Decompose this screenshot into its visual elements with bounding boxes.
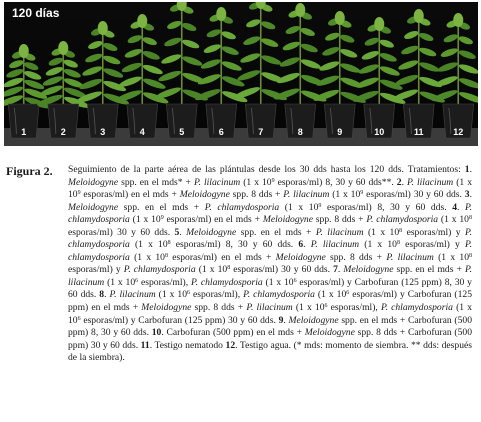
pot-number: 8 xyxy=(297,127,303,137)
caption-segment: (1 x 10 xyxy=(292,302,325,314)
leaf xyxy=(339,33,355,44)
leaf xyxy=(48,56,64,67)
leaf xyxy=(58,41,68,55)
pot-number: 4 xyxy=(139,127,145,137)
caption-segment: Meloidogyne xyxy=(262,214,313,226)
caption-segment: 3 xyxy=(464,189,470,201)
leaf xyxy=(434,74,459,88)
leaf xyxy=(163,36,182,48)
seedlings-photo xyxy=(4,2,478,146)
caption-segment: spp. 8 dds + xyxy=(312,214,367,226)
leaf xyxy=(379,38,395,49)
caption-segment: 6 xyxy=(187,290,191,297)
leaf xyxy=(418,46,437,58)
caption-segment: P. chlamydosporia xyxy=(204,201,280,213)
caption-segment: 9 xyxy=(77,190,81,197)
figure-caption xyxy=(68,164,472,365)
leaf xyxy=(458,62,478,75)
caption-segment: (1 x 10 xyxy=(314,289,347,301)
seedling-pot xyxy=(233,2,288,138)
seedling-pot xyxy=(431,13,478,138)
leaf xyxy=(391,87,419,102)
caption-segment: esporas/ml) en el mds + xyxy=(80,189,180,201)
caption-segment: 6 xyxy=(293,277,297,284)
caption-segment: 6 xyxy=(346,290,350,297)
caption-segment: (1 x 10 xyxy=(262,276,294,288)
caption-segment: esporas/ml) y Carbofuran (125 ppm) 8, 30 y 60 dds. xyxy=(68,276,472,301)
pot-number: 9 xyxy=(337,127,343,137)
caption-segment: P. lilacinum xyxy=(246,302,293,314)
leaf xyxy=(121,61,143,74)
leaf xyxy=(142,36,158,47)
leaf xyxy=(285,24,301,35)
caption-segment: 8 xyxy=(396,240,400,247)
caption-segment: 9 xyxy=(271,177,275,184)
caption-segment: . Carbofuran (500 ppm) en el mds + xyxy=(161,327,305,339)
leaf xyxy=(206,28,222,39)
caption-segment: esporas/ml) y xyxy=(402,226,465,238)
leaf xyxy=(379,64,401,77)
seedling-pot xyxy=(273,3,328,138)
pot-number: 1 xyxy=(21,127,27,137)
leaf xyxy=(239,51,261,64)
caption-segment: Meloidogyne xyxy=(288,314,339,326)
caption-segment: . xyxy=(179,226,187,238)
seedling-pot xyxy=(75,21,130,138)
leaf xyxy=(458,76,478,90)
leaf xyxy=(216,7,226,21)
caption-segment: Meloidogyne xyxy=(343,264,394,276)
caption-segment: 8 xyxy=(167,240,171,247)
caption-segment: P. chlamydosporia xyxy=(366,214,439,226)
leaf xyxy=(233,85,261,100)
caption-segment: . Testigo agua. (* mds: momento de siembra. ** dds: después de la siembra). xyxy=(68,339,473,364)
seedling-pot xyxy=(391,9,446,138)
leaf xyxy=(364,36,380,47)
caption-segment: . xyxy=(283,314,289,326)
caption-segment: P. lilacinum xyxy=(310,239,360,251)
caption-segment: esporas/ml) 8, 30 y 60 dds. xyxy=(321,201,453,213)
caption-segment: 9 xyxy=(278,314,284,326)
leaf xyxy=(300,42,319,54)
leaf xyxy=(458,49,477,61)
leaf xyxy=(181,21,197,32)
caption-segment: . xyxy=(401,176,407,188)
leaf xyxy=(102,41,118,52)
leaf xyxy=(260,37,279,49)
pot-number: 11 xyxy=(413,127,424,137)
caption-segment: 8 xyxy=(399,227,403,234)
caption-segment: P. lilacinum xyxy=(109,289,156,301)
pot-number: 5 xyxy=(179,127,185,137)
leaf xyxy=(102,54,121,66)
caption-segment: P. chlamydosporia xyxy=(123,264,196,276)
caption-segment: 8 xyxy=(227,265,231,272)
caption-segment: 1 xyxy=(464,164,470,175)
caption-segment: P. lilacinum xyxy=(193,176,241,188)
leaf xyxy=(335,11,345,25)
caption-segment: (1 x 10 xyxy=(104,276,136,288)
caption-segment: 6 xyxy=(77,315,81,322)
caption-segment: (1 x 10 xyxy=(155,289,188,301)
caption-segment: (1 x 10 xyxy=(195,264,228,276)
caption-segment: (1 x 10 xyxy=(129,239,168,251)
figure-label: Figura 2. xyxy=(6,164,53,178)
leaf xyxy=(166,19,182,30)
leaf xyxy=(200,57,222,70)
leaf xyxy=(84,52,103,64)
leaf xyxy=(242,35,261,47)
caption-segment: 6 xyxy=(135,277,139,284)
caption-segment: esporas/ml) y Carbofuran (125 ppm) 30 y 60 dds. xyxy=(80,314,279,326)
caption-segment: 7 xyxy=(333,264,338,276)
caption-segment: spp. en el mds* + xyxy=(118,176,194,188)
caption-segment: esporas/ml), xyxy=(190,289,244,301)
caption-segment: P. lilacinum xyxy=(283,189,330,201)
seedling-pot xyxy=(194,7,249,138)
caption-segment: spp. 8 dds + xyxy=(229,189,284,201)
leaf xyxy=(300,26,316,37)
leaf xyxy=(279,55,301,68)
leaf xyxy=(127,34,143,45)
caption-segment: spp. en el mds + xyxy=(393,264,465,276)
leaf xyxy=(23,69,42,81)
caption-segment: esporas/ml) 30 y 60 dds. xyxy=(68,226,175,238)
seedling-pot xyxy=(154,2,209,138)
pot-number: 6 xyxy=(218,127,224,137)
caption-segment: Meloidogyne xyxy=(186,226,237,238)
caption-segment: . Testigo nematodo xyxy=(149,339,226,351)
leaf xyxy=(339,61,361,74)
caption-segment: 11 xyxy=(140,339,150,351)
caption-segment: Meloidogyne xyxy=(304,327,355,339)
leaf xyxy=(282,40,301,52)
leaf xyxy=(181,38,200,50)
caption-segment: spp. en el mds + xyxy=(236,226,316,238)
leaf xyxy=(400,44,419,56)
caption-segment: (1 x 10 xyxy=(363,226,400,238)
leaf xyxy=(260,53,282,66)
leaf xyxy=(418,31,434,42)
caption-segment: (1 x 10 xyxy=(129,251,165,263)
leaf xyxy=(339,47,358,59)
caption-segment: P. lilacinum xyxy=(315,226,364,238)
leaf xyxy=(87,39,103,50)
pot-number: 7 xyxy=(258,127,264,137)
seedling-pot xyxy=(36,41,91,138)
leaf xyxy=(221,45,240,57)
leaf xyxy=(8,59,24,70)
caption-segment: esporas/ml) 8, 30 y 60 dds. xyxy=(170,239,299,251)
caption-segment: spp. 8 dds + Carbofuran (500 ppm) 30 y 60 dds. xyxy=(68,327,472,351)
leaf xyxy=(142,49,161,61)
caption-segment: 9 xyxy=(318,202,322,209)
caption-segment: Meloidogyne xyxy=(179,189,230,201)
caption-segment: 8 xyxy=(164,252,168,259)
leaf xyxy=(321,45,340,57)
caption-segment: 8 xyxy=(99,289,105,301)
leaf xyxy=(63,58,79,69)
leaf xyxy=(19,44,29,58)
leaf xyxy=(374,17,384,31)
caption-segment: (1 x 10 xyxy=(359,239,397,251)
caption-segment: Meloidogyne xyxy=(275,251,326,263)
caption-segment: esporas/ml) 8, 30 y 60 dds**. xyxy=(274,176,397,188)
caption-segment: spp. 8 dds + xyxy=(191,302,247,314)
leaf xyxy=(318,59,340,72)
caption-segment: 4 xyxy=(452,201,457,213)
caption-segment: Seguimiento de la parte aérea de las plántulas desde los 30 dds hasta los 120 dds. Tratamientos: xyxy=(68,164,465,175)
caption-segment: Meloidogyne xyxy=(68,176,119,188)
caption-segment: . xyxy=(303,239,311,251)
caption-segment: . xyxy=(456,201,465,213)
caption-segment: (1 x 10 xyxy=(68,176,473,201)
leaf xyxy=(81,64,103,77)
caption-segment: 6 xyxy=(324,303,328,310)
leaf xyxy=(137,14,147,28)
caption-segment: Meloidogyne xyxy=(141,302,192,314)
photo-day-label: 120 días xyxy=(12,6,60,20)
leaf xyxy=(63,67,82,79)
leaf xyxy=(324,31,340,42)
seedling-pot xyxy=(352,17,407,138)
leaf xyxy=(458,90,478,105)
caption-segment: 12 xyxy=(225,339,236,351)
leaf xyxy=(245,18,261,29)
leaf xyxy=(181,54,203,67)
pot-number: 2 xyxy=(60,127,66,137)
leaf xyxy=(414,9,424,23)
caption-segment: 8 xyxy=(468,215,472,222)
leaf xyxy=(440,47,459,59)
caption-segment: esporas/ml) en el mds + xyxy=(167,251,276,263)
caption-segment: P. chlamydosporia xyxy=(380,302,453,314)
leaf xyxy=(361,49,380,61)
caption-segment: (1 x 10 xyxy=(68,302,472,326)
pot-number: 12 xyxy=(453,127,464,137)
caption-segment: P. lilacinum xyxy=(386,251,434,263)
caption-segment: esporas/ml) 30 y 60 dds. xyxy=(230,264,334,276)
leaf xyxy=(295,3,305,17)
caption-segment: (1 x 10 xyxy=(438,214,469,226)
leaf xyxy=(160,52,182,65)
leaf xyxy=(458,35,474,46)
caption-segment: 10 xyxy=(151,327,162,339)
leaf xyxy=(221,59,243,72)
caption-segment: . xyxy=(337,264,344,276)
caption-segment: esporas/ml) 30 y 60 dds. xyxy=(363,189,465,201)
leaf xyxy=(358,62,380,75)
leaf xyxy=(23,61,39,72)
caption-segment: esporas/ml) y xyxy=(68,264,124,276)
leaf xyxy=(221,30,237,41)
caption-segment: (1 x 10 xyxy=(329,189,361,201)
leaf xyxy=(443,33,459,44)
caption-segment: esporas/ml), xyxy=(138,276,191,288)
caption-segment: 8 xyxy=(469,252,472,259)
caption-segment: spp. en el mds + Carbofuran (500 ppm) 8, 30 y 60 dds. xyxy=(68,314,473,339)
leaf xyxy=(437,60,459,73)
caption-segment: spp. en el mds + xyxy=(118,201,205,213)
leaf xyxy=(379,51,398,63)
caption-segment: esporas/ml) y Carbofuran (125 ppm) en el mds + xyxy=(68,289,472,314)
leaf xyxy=(260,20,276,31)
caption-segment: P. chlamydosporia xyxy=(191,276,263,288)
caption-segment: esporas/ml) en el mds + xyxy=(163,214,263,226)
caption-segment: spp. 8 dds + xyxy=(325,251,387,263)
leaf xyxy=(397,58,419,71)
caption-segment: P. chlamydosporia xyxy=(68,201,473,226)
caption-segment: (1 x 10 xyxy=(129,214,161,226)
caption-segment: (1 x 10 xyxy=(240,176,272,188)
caption-segment: Meloidogyne xyxy=(68,201,119,213)
caption-segment: . xyxy=(469,189,472,201)
caption-segment: . xyxy=(104,289,110,301)
seedlings-illustration xyxy=(4,2,478,146)
leaf xyxy=(102,66,124,79)
seedling-pot xyxy=(312,11,367,138)
leaf xyxy=(5,67,24,79)
caption-segment: 5 xyxy=(174,226,180,238)
leaf xyxy=(453,13,463,27)
caption-segment: 6 xyxy=(298,239,304,251)
caption-segment: P. chlamydosporia xyxy=(68,239,472,263)
caption-segment: P. lilacinum xyxy=(68,264,473,288)
caption-segment: 9 xyxy=(360,190,364,197)
leaf xyxy=(124,47,143,59)
caption-segment: (1 x 10 xyxy=(279,201,319,213)
leaf xyxy=(98,21,108,35)
caption-segment: esporas/ml) y xyxy=(399,239,465,251)
caption-segment: P. chlamydosporia xyxy=(243,289,315,301)
caption-segment: . xyxy=(469,164,472,175)
caption-segment: 9 xyxy=(160,215,164,222)
leaf xyxy=(203,43,222,55)
caption-segment: P. lilacinum xyxy=(406,176,454,188)
caption-segment: 2 xyxy=(396,176,402,188)
leaf xyxy=(403,29,419,40)
pot-number: 3 xyxy=(100,127,106,137)
caption-segment: P. chlamydosporia xyxy=(68,226,472,251)
leaf xyxy=(300,57,322,70)
leaf xyxy=(418,60,440,73)
leaf xyxy=(45,65,64,77)
caption-segment: esporas/ml), xyxy=(327,302,381,314)
caption-segment: (1 x 10 xyxy=(433,251,469,263)
pot-number: 10 xyxy=(374,127,385,137)
leaf xyxy=(142,63,164,76)
